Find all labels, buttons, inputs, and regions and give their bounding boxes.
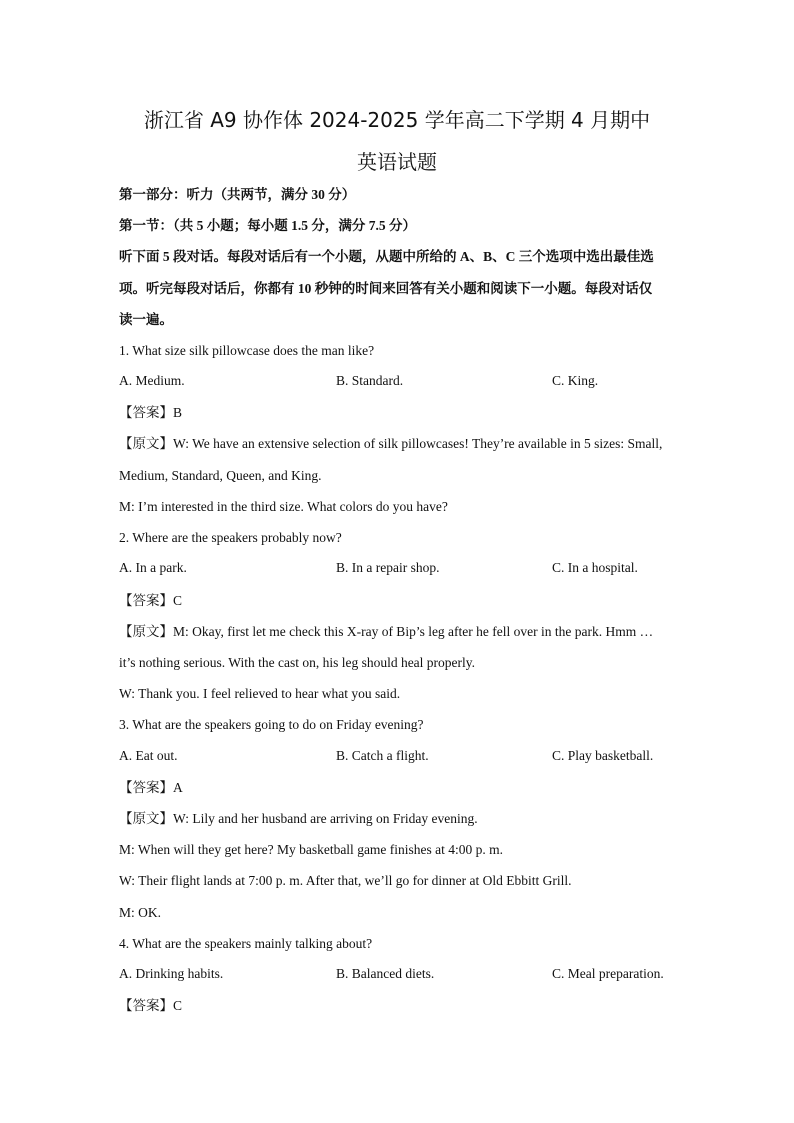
- q3-option-a: A. Eat out.: [119, 748, 178, 763]
- q2-answer: 【答案】C: [119, 593, 183, 608]
- instructions-line: 听下面 5 段对话。每段对话后有一个小题，从题中所给的 A、B、C 三个选项中选出最佳选: [119, 249, 654, 264]
- document-subtitle: 英语试题: [357, 150, 437, 174]
- question-1: 1. What size silk pillowcase does the man like?: [119, 343, 375, 358]
- q2-transcript-line: it’s nothing serious. With the cast on, his leg should heal properly.: [119, 655, 476, 670]
- q3-answer: 【答案】A: [119, 780, 183, 795]
- q3-transcript-line: W: Their flight lands at 7:00 p. m. After that, we’ll go for dinner at Old Ebbitt Grill.: [119, 873, 572, 888]
- q4-answer: 【答案】C: [119, 998, 183, 1013]
- q1-option-b: B. Standard.: [336, 373, 404, 388]
- q3-option-c: C. Play basketball.: [552, 748, 654, 763]
- q3-transcript-line: M: OK.: [119, 905, 162, 920]
- q2-option-a: A. In a park.: [119, 560, 187, 575]
- q3-transcript-line: 【原文】W: Lily and her husband are arriving on Friday evening.: [119, 811, 478, 826]
- part1-heading: 第一部分：听力（共两节，满分 30 分）: [119, 187, 356, 202]
- question-2: 2. Where are the speakers probably now?: [119, 530, 342, 545]
- instructions-line: 读一遍。: [119, 312, 173, 327]
- q3-transcript-line: M: When will they get here? My basketball game finishes at 4:00 p. m.: [119, 842, 504, 857]
- q2-option-c: C. In a hospital.: [552, 560, 638, 575]
- q1-transcript-line: 【原文】W: We have an extensive selection of silk pillowcases! They’re available in 5 sizes: Small,: [119, 436, 663, 451]
- question-3: 3. What are the speakers going to do on Friday evening?: [119, 717, 424, 732]
- q2-option-b: B. In a repair shop.: [336, 560, 440, 575]
- q4-option-b: B. Balanced diets.: [336, 966, 435, 981]
- q2-transcript-line: 【原文】M: Okay, first let me check this X-ray of Bip’s leg after he fell over in the park. Hmm …: [119, 624, 654, 639]
- q4-option-c: C. Meal preparation.: [552, 966, 664, 981]
- q1-transcript-line: Medium, Standard, Queen, and King.: [119, 468, 322, 483]
- q1-answer: 【答案】B: [119, 405, 183, 420]
- q2-transcript-line: W: Thank you. I feel relieved to hear what you said.: [119, 686, 401, 701]
- q1-option-a: A. Medium.: [119, 373, 185, 388]
- instructions-line: 项。听完每段对话后，你都有 10 秒钟的时间来回答有关小题和阅读下一小题。每段对话仅: [119, 281, 653, 296]
- q1-option-c: C. King.: [552, 373, 599, 388]
- q3-option-b: B. Catch a flight.: [336, 748, 429, 763]
- question-4: 4. What are the speakers mainly talking about?: [119, 936, 373, 951]
- section1-heading: 第一节：（共 5 小题；每小题 1.5 分，满分 7.5 分）: [119, 218, 416, 233]
- q1-transcript-line: M: I’m interested in the third size. What colors do you have?: [119, 499, 448, 514]
- document-title: 浙江省 A9 协作体 2024-2025 学年高二下学期 4 月期中: [143, 108, 651, 132]
- q4-option-a: A. Drinking habits.: [119, 966, 224, 981]
